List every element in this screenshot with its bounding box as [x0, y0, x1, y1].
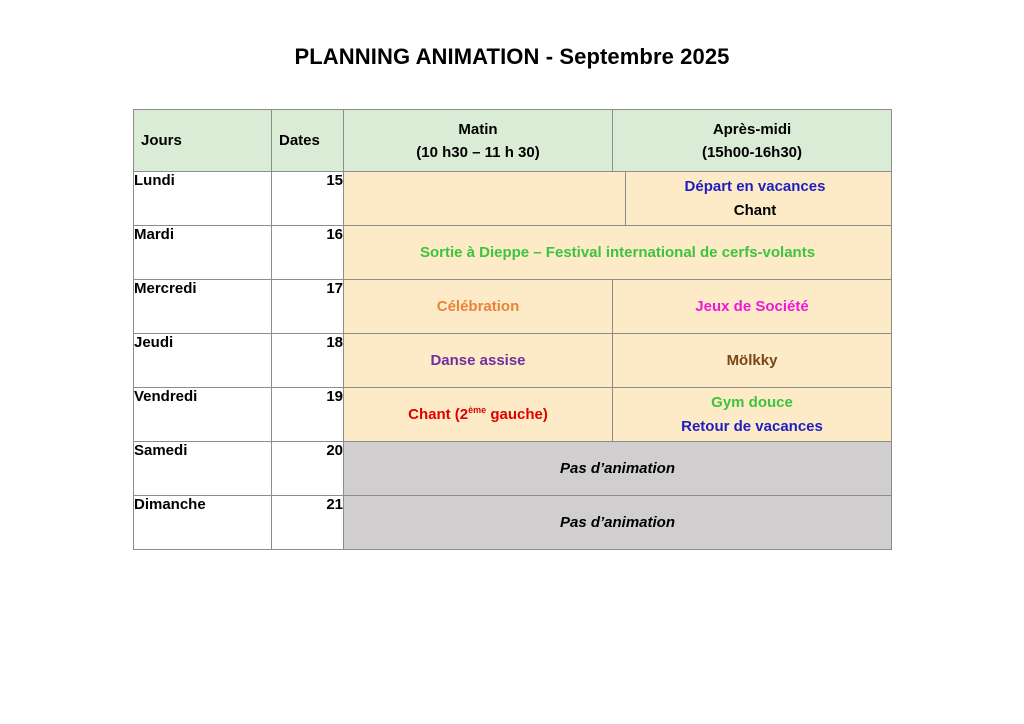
activity-celebration: Célébration — [344, 280, 613, 334]
day-cell: Lundi — [134, 172, 272, 226]
activity-sortie-dieppe: Sortie à Dieppe – Festival international de cerfs-volants — [344, 226, 892, 280]
table-row-mercredi — [134, 280, 892, 334]
date-cell: 20 — [272, 442, 344, 496]
table-row-lundi — [134, 172, 892, 226]
aprem-activity-vendredi — [613, 388, 892, 442]
day-cell: Mardi — [134, 226, 272, 280]
header-jours: Jours — [134, 110, 272, 172]
header-matin-label: Matin — [458, 120, 498, 138]
header-dates: Dates — [272, 110, 344, 172]
table-row-samedi — [134, 442, 892, 496]
planning-table — [133, 109, 892, 550]
cell-divider — [619, 172, 626, 225]
date-cell: 17 — [272, 280, 344, 334]
table-row-mardi — [134, 226, 892, 280]
day-cell: Dimanche — [134, 496, 272, 550]
date-cell: 15 — [272, 172, 344, 226]
activity-chant-2eme-gauche — [344, 388, 613, 442]
header-matin — [344, 110, 613, 172]
header-row — [134, 110, 892, 172]
activity-molkky: Mölkky — [613, 334, 892, 388]
table-row-dimanche — [134, 496, 892, 550]
header-aprem-hours: (15h00-16h30) — [701, 143, 803, 161]
header-apres-midi — [613, 110, 892, 172]
table-row-jeudi — [134, 334, 892, 388]
activity-danse-assise: Danse assise — [344, 334, 613, 388]
activity-retour-vacances: Retour de vacances — [681, 417, 823, 435]
date-cell: 21 — [272, 496, 344, 550]
date-cell: 16 — [272, 226, 344, 280]
page-title: PLANNING ANIMATION - Septembre 2025 — [294, 44, 730, 69]
aprem-activity-lundi — [620, 175, 890, 223]
no-activity-cell: Pas d’animation — [344, 442, 892, 496]
superscript-eme: ème — [468, 404, 487, 415]
activity-cell-lundi — [344, 172, 892, 226]
date-cell: 18 — [272, 334, 344, 388]
table-row-vendredi — [134, 388, 892, 442]
activity-gym-douce: Gym douce — [711, 393, 793, 411]
activity-chant-suffix: gauche) — [486, 405, 548, 423]
no-activity-cell: Pas d’animation — [344, 496, 892, 550]
day-cell: Vendredi — [134, 388, 272, 442]
header-matin-hours: (10 h30 – 11 h 30) — [416, 143, 540, 161]
day-cell: Mercredi — [134, 280, 272, 334]
activity-depart-vacances: Départ en vacances — [684, 177, 826, 195]
activity-chant: Chant — [733, 201, 777, 219]
activity-chant-prefix: Chant (2 — [408, 405, 469, 423]
activity-jeux-societe: Jeux de Société — [613, 280, 892, 334]
day-cell: Samedi — [134, 442, 272, 496]
date-cell: 19 — [272, 388, 344, 442]
day-cell: Jeudi — [134, 334, 272, 388]
header-aprem-label: Après-midi — [712, 120, 792, 138]
